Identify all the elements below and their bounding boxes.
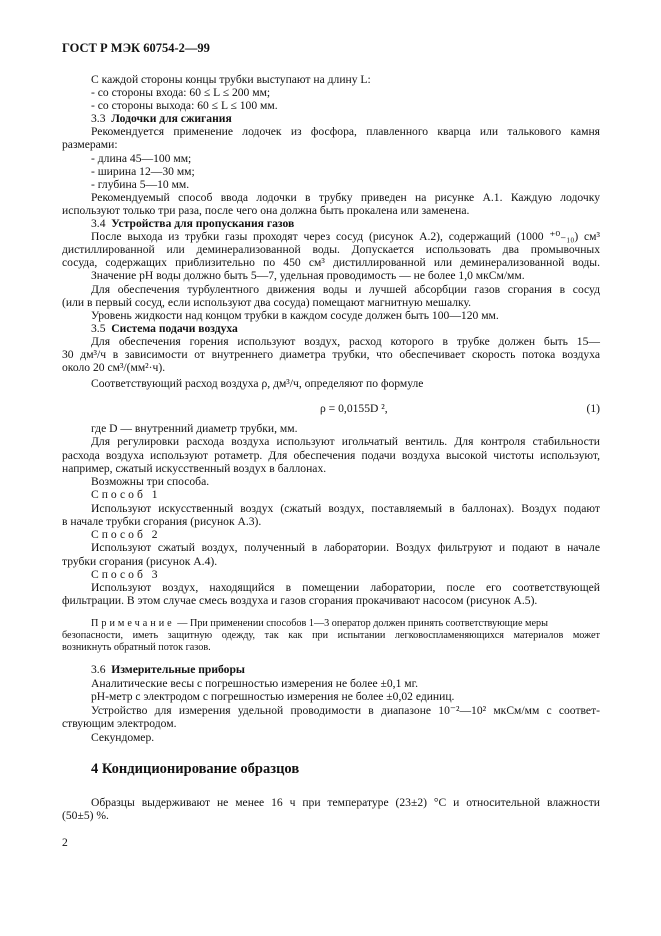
method-label: Способ 1 xyxy=(91,488,161,502)
subsection-number: 3.3 xyxy=(91,112,106,126)
list-item: - ширина 12—30 мм; xyxy=(91,164,195,178)
subsection-heading xyxy=(62,322,600,335)
note xyxy=(62,618,600,654)
subsection-number: 3.5 xyxy=(91,321,106,335)
section-3-6 xyxy=(62,663,600,745)
section-4-body xyxy=(62,796,600,822)
subsection-title: Устройства для пропускания газов xyxy=(111,217,295,231)
text-line: в начале трубки сгорания (рисунок А.3). xyxy=(62,514,262,528)
subsection-heading xyxy=(62,112,600,125)
air-supply-methods xyxy=(62,422,600,608)
text-line: Уровень жидкости над концом трубки в каждом сосуде должен быть 100—120 мм. xyxy=(91,308,499,322)
note-text: — При применении способов 1—3 оператор должен принять соответствующие меры xyxy=(174,618,548,629)
section-4-heading: 4 Кондиционирование образцов xyxy=(91,761,300,777)
text-line: 30 дм³/ч в зависимости от внутреннего диаметра трубки, что обеспечивает скорость потока воздуха xyxy=(62,347,600,361)
note-text: безопасности, иметь защитную одежду, так как при испытании легковоспламеняющихся материалов может xyxy=(62,630,600,641)
method-label: Способ 3 xyxy=(91,567,161,581)
subsection-title: Система подачи воздуха xyxy=(111,321,238,335)
text-line: Используют искусственный воздух (сжатый воздух, поставляемый в баллонах). Воздух подают xyxy=(91,501,600,515)
text-line: где D — внутренний диаметр трубки, мм. xyxy=(91,422,298,435)
subsection-title: Измерительные приборы xyxy=(111,663,245,676)
text-line: Устройство для измерения удельной проводимости в диапазоне 10⁻²—10² мкСм/мм с соответ- xyxy=(91,703,600,717)
text-line: Секундомер. xyxy=(91,730,155,744)
text-line: Образцы выдерживают не менее 16 ч при температуре (23±2) °С и относительной влажности xyxy=(91,796,600,809)
text-line: Возможны три способа. xyxy=(91,475,210,488)
list-item: - со стороны входа: 60 ≤ L ≤ 200 мм; xyxy=(91,86,271,100)
text-line: С каждой стороны концы трубки выступают на длину L: xyxy=(91,73,371,86)
text-line: Для обеспечения горения используют воздух, расход которого в трубке должен быть 15— xyxy=(91,334,600,348)
text-line: Для обеспечения турбулентного движения воды и лучшей абсорбции газов сгорания в сосуд xyxy=(91,282,600,296)
text-line: сосуда, содержащих приблизительно по 450 см³ дистиллированной или деминерализованной воды. xyxy=(62,256,600,270)
formula-expression: ρ = 0,0155D ², xyxy=(320,402,388,415)
text-line: Рекомендуемый способ ввода лодочки в трубку приведен на рисунке А.1. Каждую лодочку xyxy=(91,190,600,204)
text-line: Используют воздух, находящийся в помещении лаборатории, после его соответствующей xyxy=(91,581,600,594)
text-line: Соответствующий расход воздуха ρ, дм³/ч, определяют по формуле xyxy=(91,377,424,391)
subsection-heading xyxy=(62,217,600,230)
text-line: фильтрации. В этом случае смесь воздуха и газов сгорания прокачивают насосом (рисунок А.5). xyxy=(62,594,538,608)
formula-number: (1) xyxy=(586,402,600,415)
text-line: ствующим электродом. xyxy=(62,717,177,731)
list-item: - длина 45—100 мм; xyxy=(91,151,192,165)
text-line: расхода воздуха используют ротаметр. Для обеспечения подачи воздуха высокой чистоты используют, xyxy=(62,448,600,462)
text-line: размерами: xyxy=(62,138,118,152)
text-line: Рекомендуется применение лодочек из фосфора, плавленного кварца или талькового камня xyxy=(91,125,600,139)
text-line: Аналитические весы с погрешностью измерения не более ±0,1 мг. xyxy=(91,676,418,690)
list-item: - со стороны выхода: 60 ≤ L ≤ 100 мм. xyxy=(91,99,278,113)
text-line: около 20 см³/(мм²·ч). xyxy=(62,361,166,375)
text-line: Значение pH воды должно быть 5—7, удельная проводимость — не более 1,0 мкСм/мм. xyxy=(91,269,525,283)
text-line: После выхода из трубки газы проходят через сосуд (рисунок А.2), содержащий (1000 ⁺⁰₋₁₀) см³ xyxy=(91,230,600,244)
subsection-number: 3.4 xyxy=(91,217,106,231)
text-line: Для регулировки расхода воздуха используют игольчатый вентиль. Для контроля стабильности xyxy=(91,435,600,449)
text-line: (или в первый сосуд, если используют два сосуда) помещают магнитную мешалку. xyxy=(62,295,471,309)
list-item: - глубина 5—10 мм. xyxy=(91,177,190,191)
note-text: возникнуть обратный поток газов. xyxy=(62,642,211,653)
subsection-number: 3.6 xyxy=(91,663,106,676)
note-label: Примечание xyxy=(91,618,175,629)
text-line: (50±5) %. xyxy=(62,809,109,823)
document-header: ГОСТ Р МЭК 60754-2—99 xyxy=(62,41,210,55)
text-line: дистиллированной или деминерализованной воды. Допускается использовать два промывочных xyxy=(62,243,600,257)
method-label: Способ 2 xyxy=(91,528,161,541)
page-number: 2 xyxy=(62,836,68,849)
text-line: трубки сгорания (рисунок А.4). xyxy=(62,554,218,568)
subsection-title: Лодочки для сжигания xyxy=(111,112,232,126)
text-line: используют только три раза, после чего она должна быть прокалена или заменена. xyxy=(62,203,470,217)
subsection-heading xyxy=(62,663,600,677)
text-line: Используют сжатый воздух, полученный в лаборатории. Воздух фильтруют и подают в начале xyxy=(91,541,600,555)
text-line: например, сжатый искусственный воздух в баллонах. xyxy=(62,461,327,475)
section-3-2-3-5 xyxy=(62,73,600,390)
text-line: pH-метр с электродом с погрешностью измерения не более ±0,02 единиц. xyxy=(91,690,455,704)
